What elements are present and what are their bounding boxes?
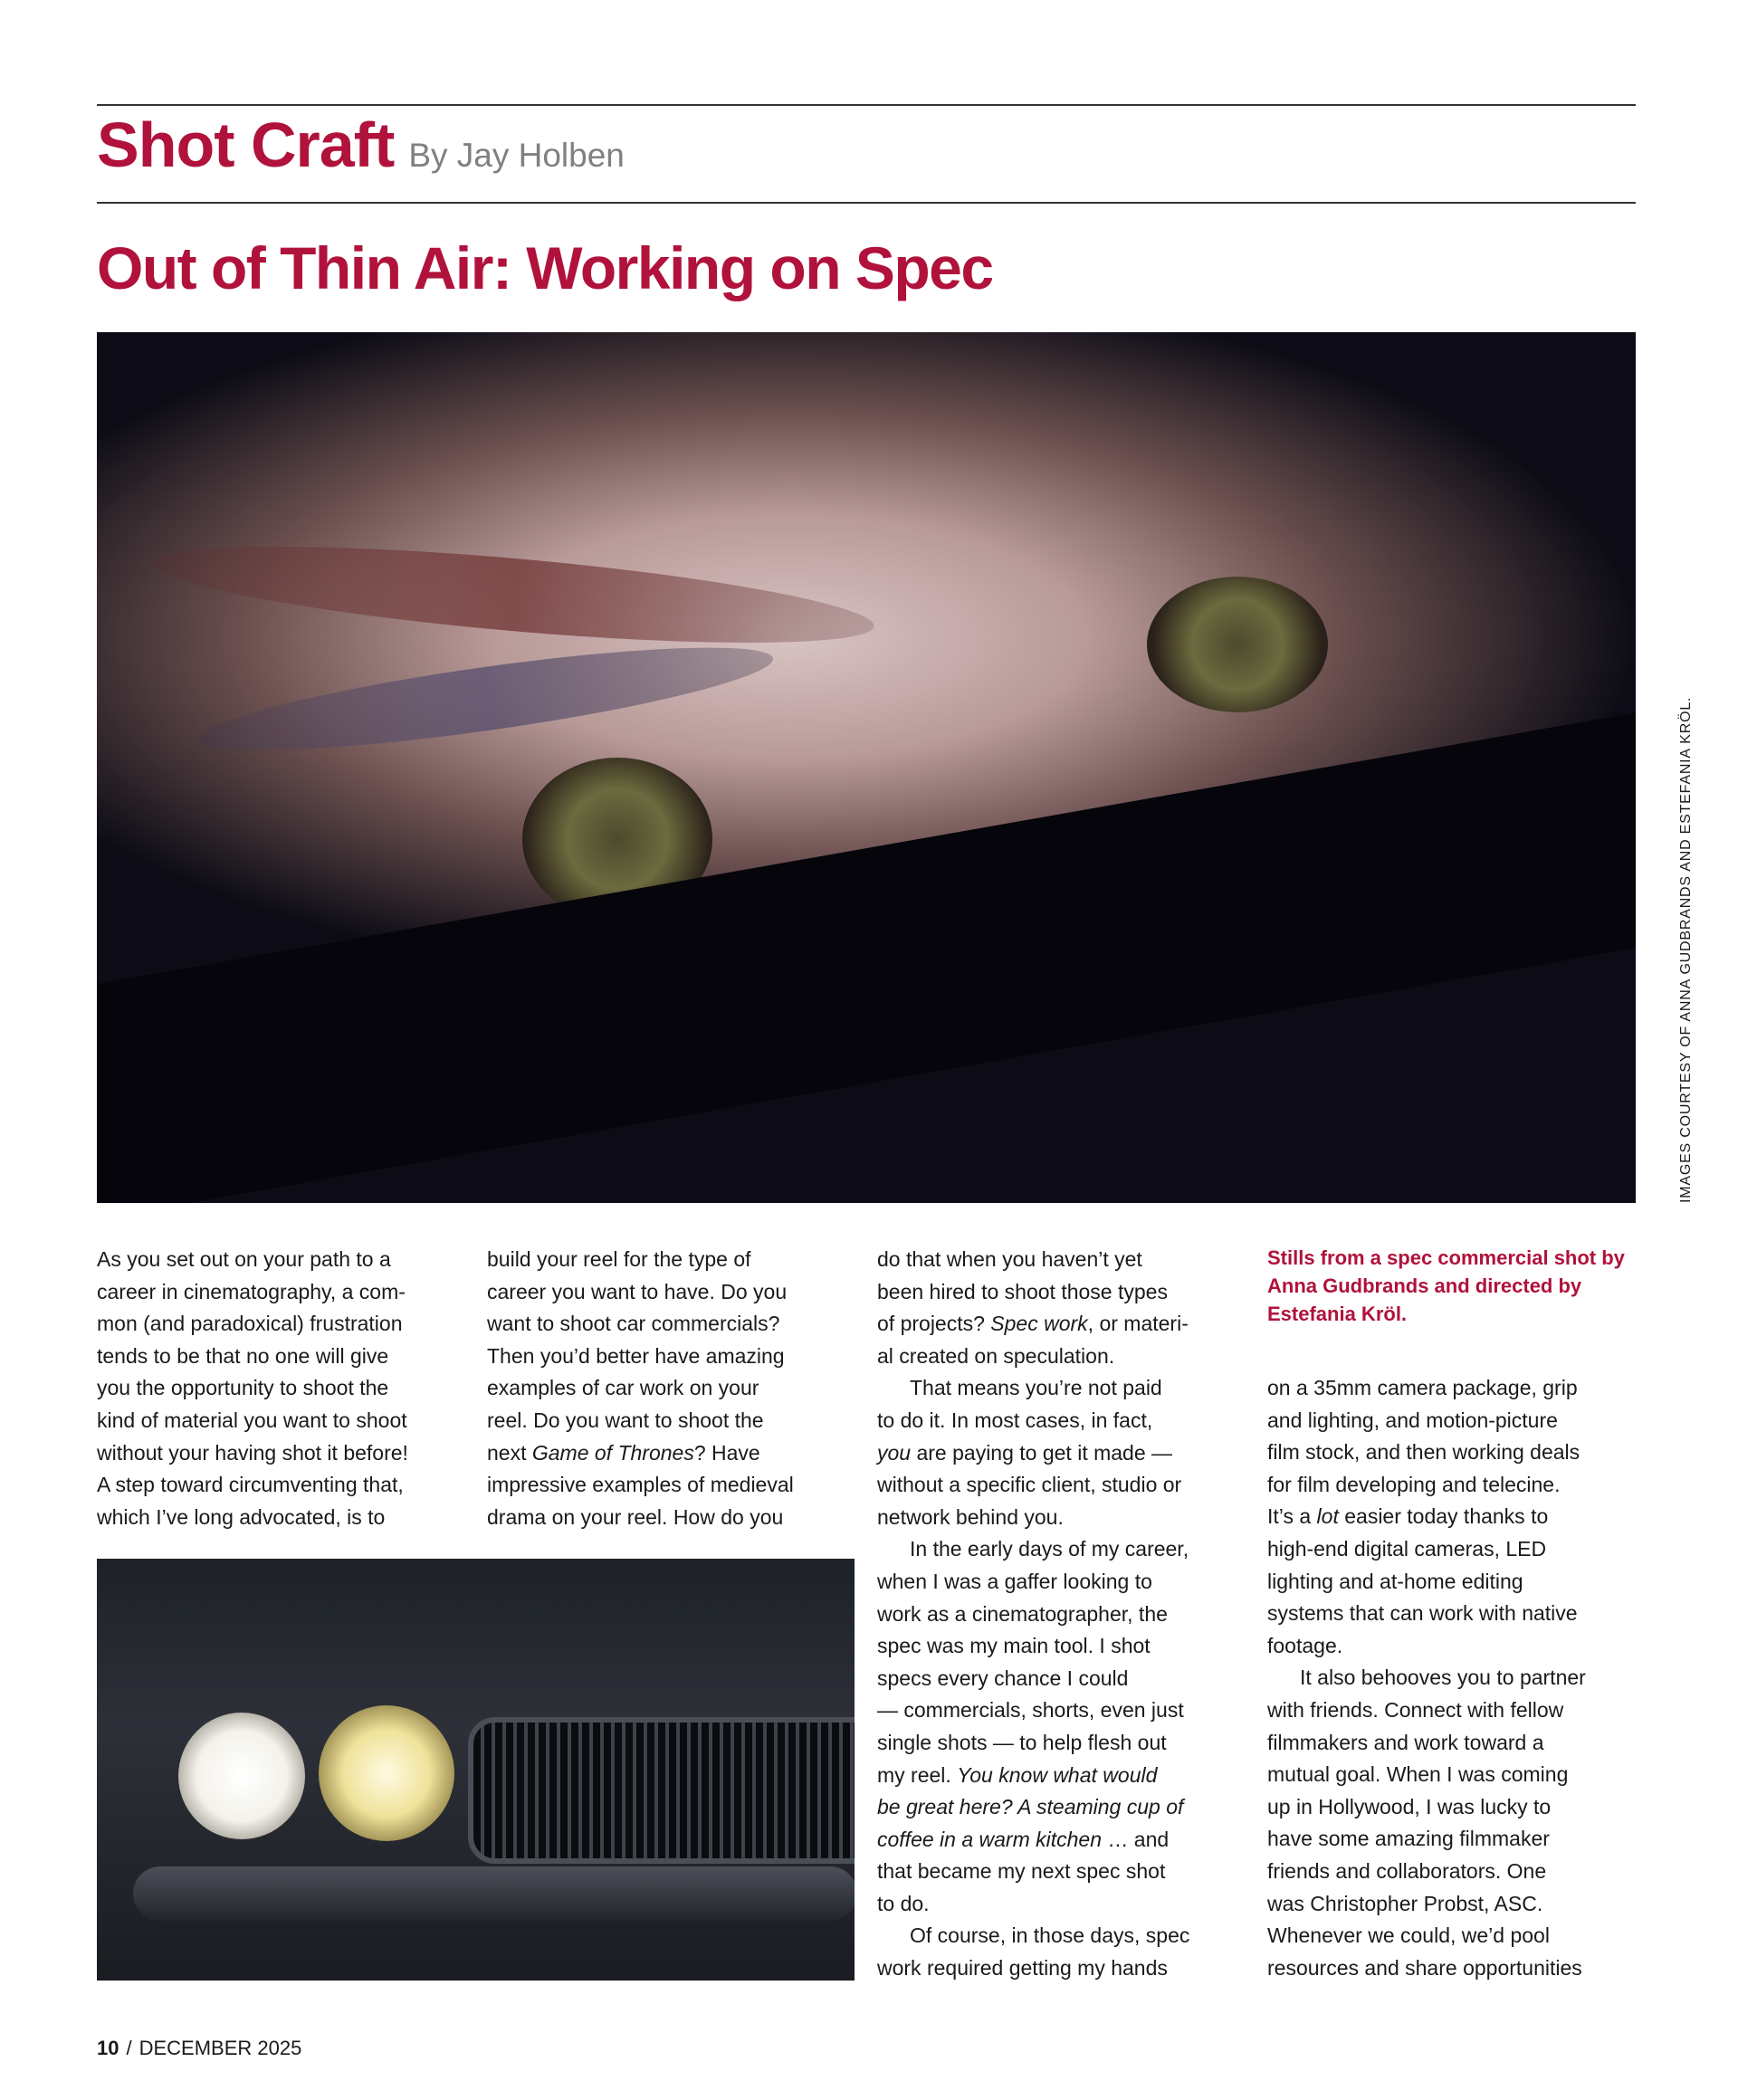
footer-separator: /: [126, 2037, 132, 2059]
text-line: build your reel for the type of: [487, 1247, 751, 1271]
text-line: been hired to shoot those types: [877, 1279, 1168, 1303]
eye-right-shape: [1147, 577, 1328, 712]
text-line: you the opportunity to shoot the: [97, 1376, 389, 1400]
title-italic: Game of Thrones: [531, 1440, 694, 1465]
emphasis: be great here? A steaming cup of: [877, 1795, 1184, 1819]
section-header: [97, 109, 1636, 190]
photo-credit: IMAGES COURTESY OF ANNA GUDBRANDS AND ESTEFANIA KRÖL.: [1678, 696, 1694, 1203]
text-line: do that when you haven’t yet: [877, 1247, 1142, 1271]
text-line: have some amazing filmmaker: [1267, 1827, 1550, 1851]
text-line: al created on speculation.: [877, 1343, 1115, 1368]
text-line: footage.: [1267, 1633, 1343, 1657]
text-line: to do.: [877, 1891, 930, 1915]
eyelash-shape: [195, 627, 778, 770]
text-line: drama on your reel. How do you: [487, 1504, 784, 1529]
car-headlights-photo: [97, 1559, 855, 1981]
text-line: … and: [1102, 1827, 1170, 1851]
text-line: specs every chance I could: [877, 1666, 1129, 1690]
text-line: mon (and paradoxical) frustration: [97, 1312, 403, 1336]
text-line: systems that can work with native: [1267, 1601, 1578, 1626]
text-line: on a 35mm camera package, grip: [1267, 1376, 1578, 1399]
text-line: next: [487, 1440, 532, 1465]
byline: By Jay Holben: [408, 137, 625, 174]
text-line: , or materi-: [1087, 1312, 1189, 1336]
text-line: spec was my main tool. I shot: [877, 1634, 1151, 1658]
text-line: which I’ve long advocated, is to: [97, 1504, 386, 1529]
text-line: when I was a gaffer looking to: [877, 1569, 1152, 1593]
text-line: of projects?: [877, 1312, 991, 1336]
text-line: impressive examples of medieval: [487, 1473, 794, 1497]
page-footer: [97, 2037, 301, 2060]
text-line: filmmakers and work toward a: [1267, 1730, 1544, 1754]
body-column-1: [97, 1244, 470, 1533]
text-line: tends to be that no one will give: [97, 1343, 389, 1368]
text-line: high-end digital cameras, LED: [1267, 1536, 1547, 1561]
text-line: reel. Do you want to shoot the: [487, 1408, 764, 1432]
text-line: examples of car work on your: [487, 1376, 759, 1400]
text-line: without a specific client, studio or: [877, 1473, 1182, 1497]
text-line: career in cinematography, a com-: [97, 1279, 406, 1303]
text-line: was Christopher Probst, ASC.: [1267, 1891, 1543, 1915]
body-column-3: [877, 1244, 1250, 1985]
text-line: work required getting my hands: [877, 1956, 1168, 1981]
text-line: lighting and at-home editing: [1267, 1569, 1523, 1593]
page-number: 10: [97, 2037, 119, 2059]
text-line: In the early days of my career,: [910, 1537, 1189, 1561]
text-line: — commercials, shorts, even just: [877, 1698, 1184, 1723]
text-line: network behind you.: [877, 1504, 1064, 1529]
issue-date: DECEMBER 2025: [138, 2037, 302, 2059]
emphasis: you: [877, 1440, 912, 1465]
text-line: up in Hollywood, I was lucky to: [1267, 1794, 1552, 1818]
text-line: to do it. In most cases, in fact,: [877, 1408, 1153, 1432]
text-line: with friends. Connect with fellow: [1267, 1697, 1564, 1722]
text-line: are paying to get it made —: [911, 1440, 1173, 1465]
headlight-left-shape: [178, 1713, 305, 1839]
section-title: Shot Craft: [97, 110, 395, 180]
text-line: kind of material you want to shoot: [97, 1408, 407, 1432]
text-line: for film developing and telecine.: [1267, 1472, 1561, 1496]
text-line: film stock, and then working deals: [1267, 1440, 1580, 1465]
text-line: resources and share opportunities: [1267, 1955, 1582, 1980]
text-line: ? Have: [693, 1440, 760, 1465]
text-line: easier today thanks to: [1338, 1504, 1549, 1529]
article-headline: Out of Thin Air: Working on Spec: [97, 234, 993, 301]
text-line: Of course, in those days, spec: [910, 1923, 1190, 1948]
text-line: That means you’re not paid: [910, 1376, 1162, 1400]
top-rule: [97, 104, 1636, 106]
text-line: Whenever we could, we’d pool: [1267, 1923, 1550, 1948]
text-line: mutual goal. When I was coming: [1267, 1762, 1569, 1787]
body-column-2: [487, 1244, 860, 1533]
emphasis: lot: [1316, 1504, 1339, 1529]
hero-photo-eyes: [97, 332, 1636, 1203]
eyebrow-shape: [149, 527, 877, 662]
text-line: without your having shot it before!: [97, 1440, 408, 1465]
text-line: Then you’d better have amazing: [487, 1343, 785, 1368]
text-line: It’s a: [1267, 1504, 1317, 1529]
text-line: want to shoot car commercials?: [487, 1312, 780, 1336]
emphasis: coffee in a warm kitchen: [877, 1827, 1103, 1851]
headlight-right-shape: [319, 1705, 454, 1841]
body-column-4: [1267, 1372, 1640, 1984]
text-line: that became my next spec shot: [877, 1859, 1166, 1884]
photo-caption: Stills from a spec commercial shot by Anna Gudbrands and directed by Estefania Kröl.: [1267, 1246, 1625, 1325]
text-line: my reel.: [877, 1762, 958, 1787]
text-line: friends and collaborators. One: [1267, 1858, 1547, 1883]
text-line: It also behooves you to partner: [1300, 1666, 1586, 1690]
text-line: work as a cinematographer, the: [877, 1601, 1168, 1626]
text-line: single shots — to help flesh out: [877, 1730, 1167, 1754]
bottom-rule: [97, 202, 1636, 204]
car-bumper-shape: [133, 1866, 855, 1921]
car-grille-shape: [468, 1717, 855, 1864]
text-line: A step toward circumventing that,: [97, 1473, 404, 1497]
shadow-band: [97, 712, 1636, 1203]
emphasis: You know what would: [957, 1762, 1158, 1787]
text-line: and lighting, and motion-picture: [1267, 1408, 1558, 1432]
text-line: career you want to have. Do you: [487, 1279, 788, 1303]
text-line: As you set out on your path to a: [97, 1247, 391, 1271]
emphasis: Spec work: [990, 1312, 1088, 1336]
